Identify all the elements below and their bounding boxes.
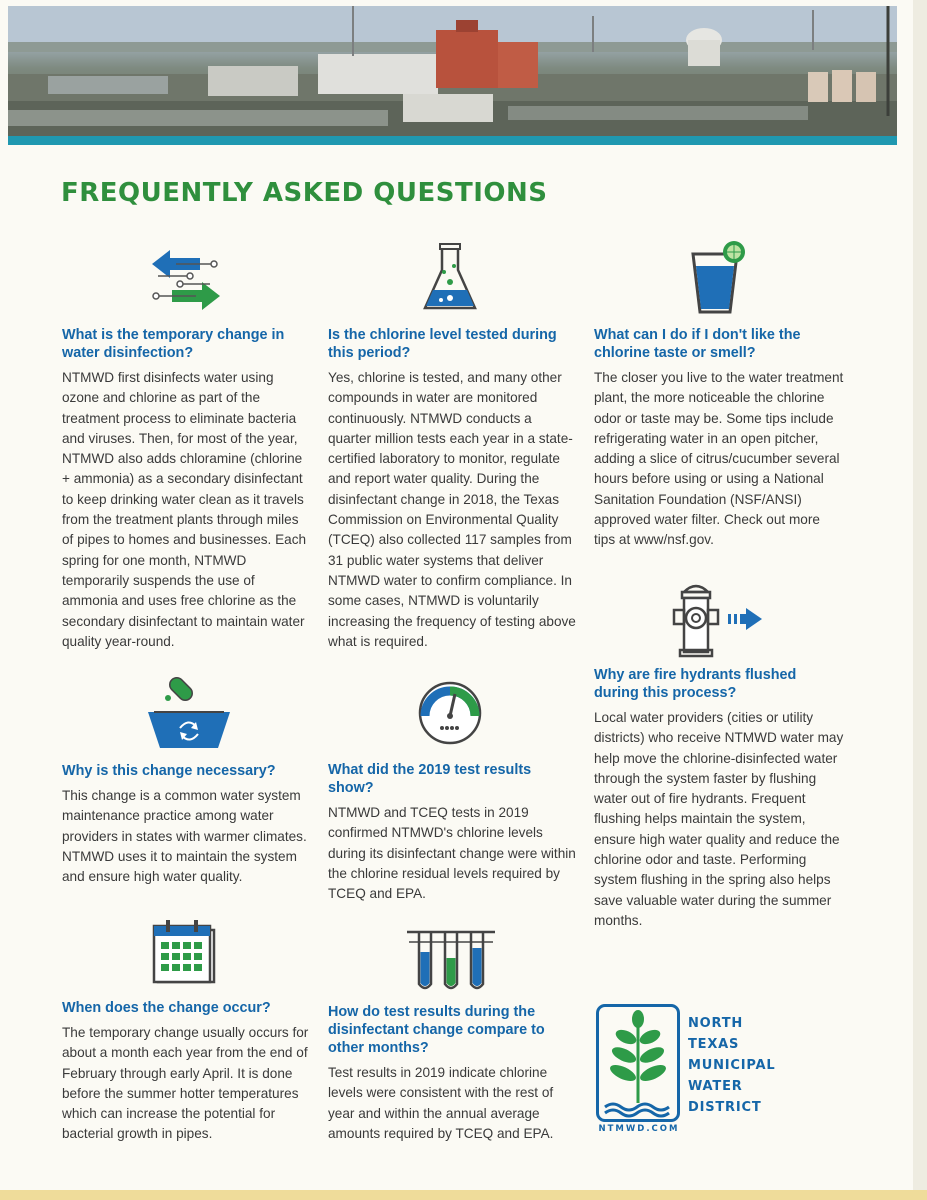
faq-answer: NTMWD first disinfects water using ozone and chlorine as part of the treatment process to eliminate bacteria and viruses. Then, for most of the year, NTMWD also adds chloramine (chlorine + ammonia) as a secondary disinfectant to keep drinking water clean as it travels from the treatment plants through miles of pipes to homes and businesses. Each spring for one month, NTMWD temporarily suspends the use of ammonia and uses free chlorine as the secondary disinfectant to maintain water quality year-round. [62,370,307,649]
faq-answer: NTMWD and TCEQ tests in 2019 confirmed NTMWD's chlorine levels during its disinfectant change were within the chlorine residual levels required by TCEQ and EPA. [328,805,576,902]
faq-question: What can I do if I don't like the chlorine taste or smell? [594,327,801,361]
faq-item [594,666,844,931]
logo-line: DISTRICT [688,1100,762,1115]
fire-hydrant-icon [668,578,768,663]
faq-item [62,999,312,1145]
plant-leaf-logo-icon [599,1007,677,1124]
faq-question: Why are fire hydrants flushed during this process? [594,667,797,701]
faq-item [328,1003,576,1144]
faq-item [62,326,312,652]
faq-question: What did the 2019 test results show? [328,762,532,796]
faq-item [328,761,576,904]
page-edge [913,0,927,1200]
faq-question: Why is this change necessary? [62,763,276,779]
faq-item [62,762,312,887]
gauge-icon [415,680,485,751]
logo-wordmark [688,1013,775,1118]
faq-answer: Yes, chlorine is tested, and many other compounds in water are monitored continuously. NTMWD conducts a quarter million tests each year in a state-certified laboratory to monitor, regulate and report water quality. During the disinfectant change in 2018, the Texas Commission on Environmental Quality (TCEQ) also collected 117 samples from 31 public water systems that deliver NTMWD water to confirm compliance. In some cases, NTMWD is voluntarily increasing the frequency of testing above what is required. [328,370,576,649]
faq-answer: The temporary change usually occurs for about a month each year from the end of February through early April. It is done before the summer hotter temperatures which can increase the potential for bacterial growth in pipes. [62,1025,309,1142]
lab-flask-icon [420,242,480,319]
faq-item [328,326,576,652]
logo-line: NORTH [688,1016,744,1031]
faq-item [594,326,844,551]
logo-line: MUNICIPAL [688,1058,776,1073]
faq-question: Is the chlorine level tested during this period? [328,327,557,361]
faq-question: How do test results during the disinfectant change compare to other months? [328,1004,545,1056]
calendar-icon [152,918,220,993]
faq-answer: Test results in 2019 indicate chlorine levels were consistent with the rest of year and within the annual average amounts required by TCEQ and EPA. [328,1065,554,1141]
faq-question: What is the temporary change in water disinfection? [62,327,285,361]
faq-answer: This change is a common water system maintenance practice among water providers in states with warmer climates. NTMWD uses it to maintain the system and ensure high water quality. [62,788,307,885]
faq-answer: The closer you live to the water treatment plant, the more noticeable the chlorine odor or taste may be. Some tips include refrigerating water in an open pitcher, adding a slice of citrus/cucumber several hours before using or using a National Sanitation Foundation (NSF/ANSI) approved water filter. Check out more tips at www/nsf.gov. [594,370,844,548]
water-treatment-plant-photo [8,6,897,144]
page-bottom-edge [0,1190,927,1200]
page-title: FREQUENTLY ASKED QUESTIONS [61,178,548,208]
ntmwd-logo [596,1004,680,1122]
faq-question: When does the change occur? [62,1000,271,1016]
logo-line: TEXAS [688,1037,740,1052]
exchange-arrows-icon [150,248,222,319]
logo-url: NTMWD.COM [598,1124,680,1134]
treatment-basin-icon [146,672,232,755]
test-tubes-icon [405,928,497,999]
water-glass-lime-icon [688,240,750,319]
photo-accent-band [8,136,897,145]
logo-line: WATER [688,1079,743,1094]
faq-answer: Local water providers (cities or utility districts) who receive NTMWD water may help move the chlorine-disinfected water through the system faster by flushing water out of fire hydrants. Frequent flushing helps maintain the system, ensure high water quality and reduce the chlorine odor and taste. Performing system flushing in the spring also helps save valuable water during the summer months. [594,710,844,928]
